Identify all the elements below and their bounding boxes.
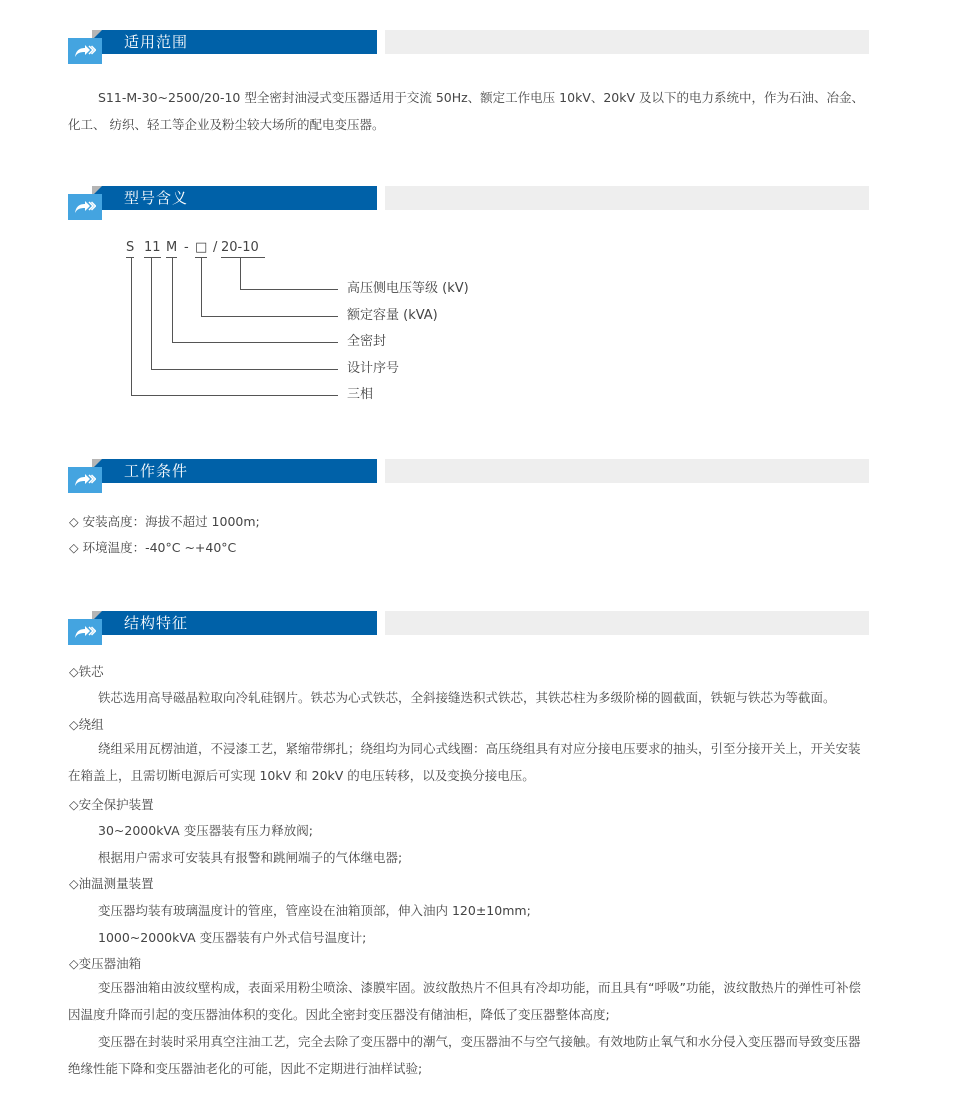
structure-text-tank-2: 变压器在封装时采用真空注油工艺，完全去除了变压器中的潮气，变压器油不与空气接触。有效地防止氧气和水分侵入变压器而导致变压器绝缘性能下降和变压器油老化的可能，因此不定期进行油样试验; (68, 1034, 861, 1076)
model-part-11: 11 (144, 239, 161, 258)
model-label-voltage: 高压侧电压等级 (kV) (347, 281, 469, 296)
header-grey-bar (385, 186, 869, 210)
model-label-design-no: 设计序号 (347, 361, 400, 376)
model-label-three-phase: 三相 (347, 387, 374, 402)
condition-temperature: ◇ 环境温度：-40°C ~+40°C (69, 540, 237, 555)
connector-line (201, 316, 338, 317)
model-part-m: M (166, 239, 177, 258)
header-grey-bar (385, 611, 869, 635)
connector-line (172, 342, 338, 343)
forward-arrow-icon (68, 194, 102, 220)
model-part-s: S (126, 239, 134, 258)
structure-text-winding: 绕组采用瓦楞油道，不浸漆工艺，紧缩带绑扎；绕组均为同心式线圈：高压绕组具有对应分接电压要求的抽头，引至分接开关上，开关安装在箱盖上，且需切断电源后可实现 10kV 和 20kV 的电压转移，以及变换分接电压。 (68, 741, 861, 783)
header-grey-bar (385, 30, 869, 54)
structure-text-oil-temp-2: 1000~2000kVA 变压器装有户外式信号温度计; (98, 930, 367, 945)
scope-paragraph: S11-M-30~2500/20-10 型全密封油浸式变压器适用于交流 50Hz、额定工作电压 10kV、20kV 及以下的电力系统中，作为石油、冶金、化工、 纺织、轻工等企业及粉尘较大场所的配电变压器。 (68, 90, 865, 132)
section-header-conditions (68, 459, 869, 493)
structure-heading-winding: ◇绕组 (69, 717, 104, 732)
condition-altitude: ◇ 安装高度：海拔不超过 1000m; (69, 514, 260, 529)
connector-line (131, 258, 132, 395)
structure-text-protection-2: 根据用户需求可安装具有报警和跳闸端子的气体继电器; (98, 850, 403, 865)
forward-arrow-icon (68, 38, 102, 64)
structure-heading-protection: ◇安全保护装置 (69, 797, 154, 812)
connector-line (240, 289, 338, 290)
forward-arrow-icon (68, 467, 102, 493)
connector-line (201, 258, 202, 316)
forward-arrow-icon (68, 619, 102, 645)
structure-heading-core: ◇铁芯 (69, 664, 104, 679)
section-title: 结构特征 (124, 614, 189, 632)
section-title: 工作条件 (124, 462, 189, 480)
section-header-scope (68, 30, 869, 64)
structure-heading-tank: ◇变压器油箱 (69, 956, 142, 971)
model-part-voltage: 20-10 (221, 239, 265, 258)
structure-text-tank-1: 变压器油箱由波纹壁构成，表面采用粉尘喷涂、漆膜牢固。波纹散热片不但具有冷却功能，而且具有“呼吸”功能，波纹散热片的弹性可补偿因温度升降而引起的变压器油体积的变化。因此全密封变压器没有储油柜，降低了变压器整体高度; (68, 980, 861, 1022)
model-label-sealed: 全密封 (347, 334, 387, 349)
structure-heading-oil-temp: ◇油温测量装置 (69, 876, 154, 891)
structure-text-protection-1: 30~2000kVA 变压器装有压力释放阀; (98, 823, 313, 838)
model-label-capacity: 额定容量 (kVA) (347, 308, 438, 323)
section-title: 型号含义 (124, 189, 189, 207)
model-part-slash: / (213, 240, 218, 255)
connector-line (131, 395, 338, 396)
model-part-capacity: □ (195, 239, 207, 258)
header-grey-bar (385, 459, 869, 483)
structure-text-oil-temp-1: 变压器均装有玻璃温度计的管座，管座设在油箱顶部，伸入油内 120±10mm; (98, 903, 531, 918)
connector-line (151, 258, 152, 369)
connector-line (172, 258, 173, 342)
section-title: 适用范围 (124, 33, 189, 51)
connector-line (151, 369, 338, 370)
section-header-model (68, 186, 869, 220)
structure-text-core: 铁芯选用高导磁晶粒取向冷轧硅钢片。铁芯为心式铁芯，全斜接缝迭积式铁芯，其铁芯柱为多级阶梯的圆截面，铁轭与铁芯为等截面。 (98, 690, 836, 705)
model-part-dash: - (184, 240, 189, 255)
connector-line (240, 258, 241, 289)
section-header-structure (68, 611, 869, 645)
